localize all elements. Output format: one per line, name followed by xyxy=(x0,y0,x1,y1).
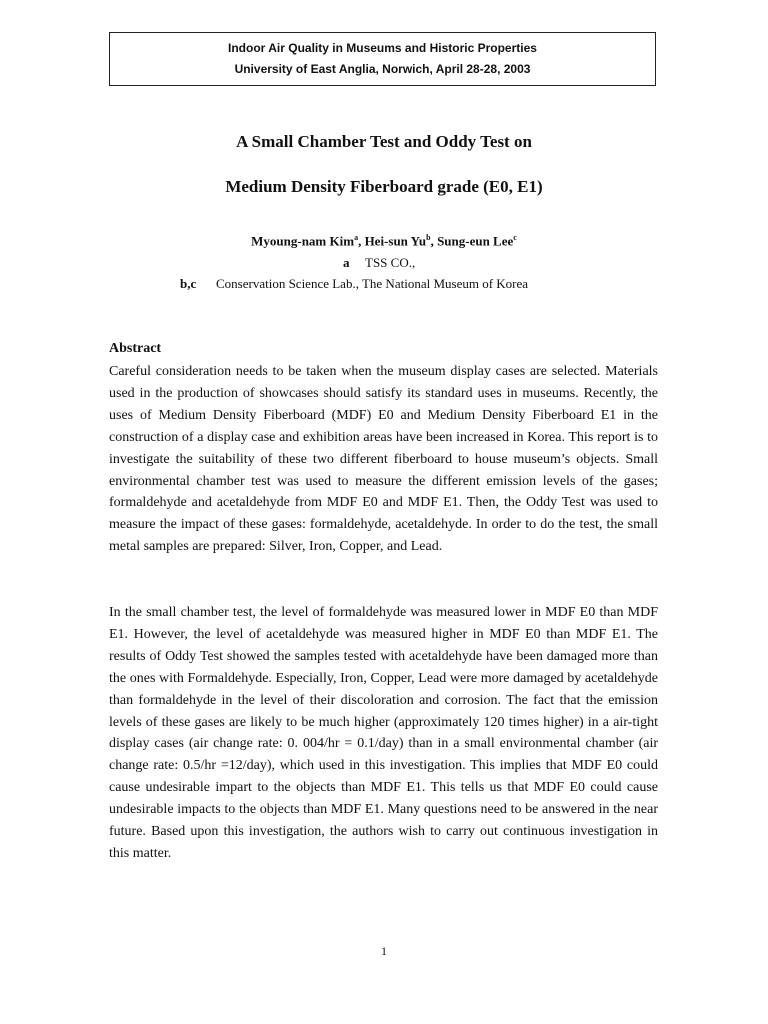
conference-venue: University of East Anglia, Norwich, April 28-28, 2003 xyxy=(234,62,531,76)
affiliation-tag: b,c xyxy=(180,276,197,291)
paper-title-line-2: Medium Density Fiberboard grade (E0, E1) xyxy=(225,177,543,196)
author-separator: , xyxy=(430,233,438,249)
affiliation-text: Conservation Science Lab., The National Museum of Korea xyxy=(216,276,529,291)
author-name: Sung-eun Lee xyxy=(437,233,514,249)
affiliation-text: TSS CO., xyxy=(365,255,416,270)
page-number: 1 xyxy=(381,944,387,958)
author-name: Hei-sun Yu xyxy=(364,233,427,249)
author-affiliation-mark: a xyxy=(354,233,359,242)
author-affiliation-mark: b xyxy=(426,233,431,242)
abstract-paragraph-2: In the small chamber test, the level of formaldehyde was measured lower in MDF E0 than MDF E1. However, the level of acetaldehyde was measured higher in MDF E0 than MDF E1. The results of Oddy Test showed the samples tested with acetaldehyde have been damaged more than the ones with Formaldehyde. Especially, Iron, Copper, Lead were more damaged by acetaldehyde than formaldehyde in the level of their discoloration and corrosion. The fact that the emission levels of these gases are likely to be much higher (approximately 120 times higher) in a air-tight display cases (air change rate: 0. 004/hr = 0.1/day) than in a small environmental chamber (air change rate: 0.5/hr =12/day), which used in this investigation. This implies that MDF E0 could cause undesirable impart to the objects than MDF E1. This tells us that MDF E0 could cause undesirable impacts to the objects than MDF E1. Many questions need to be answered in the near future. Based upon this investigation, the authors wish to carry out continuous investigation in this matter. xyxy=(109,605,658,861)
conference-header-box xyxy=(109,32,656,86)
author-separator: , xyxy=(358,233,365,249)
affiliation-tag: a xyxy=(343,255,350,270)
author-affiliation-mark: c xyxy=(513,233,517,242)
author-list xyxy=(0,233,768,249)
abstract-heading: Abstract xyxy=(109,341,162,356)
affiliation-a xyxy=(343,255,415,271)
affiliation-bc xyxy=(180,276,528,292)
abstract-paragraph-1: Careful consideration needs to be taken when the museum display cases are selected. Materials used in the production of showcases should satisfy its standard uses in museums. Recently, the uses of Medium Density Fiberboard (MDF) E0 and Medium Density Fiberboard E1 in the construction of a display case and exhibition areas have been increased in Korea. This report is to investigate the suitability of these two different fiberboard to house museum’s objects. Small environmental chamber test was used to measure the different emission levels of the gases; formaldehyde and acetaldehyde from MDF E0 and MDF E1. Then, the Oddy Test was used to measure the impact of these gases: formaldehyde, acetaldehyde. In order to do the test, the small metal samples are prepared: Silver, Iron, Copper, and Lead. xyxy=(109,364,658,555)
author-name: Myoung-nam Kim xyxy=(251,233,355,249)
paper-title-line-1: A Small Chamber Test and Oddy Test on xyxy=(236,132,532,151)
conference-name: Indoor Air Quality in Museums and Historic Properties xyxy=(228,41,537,55)
